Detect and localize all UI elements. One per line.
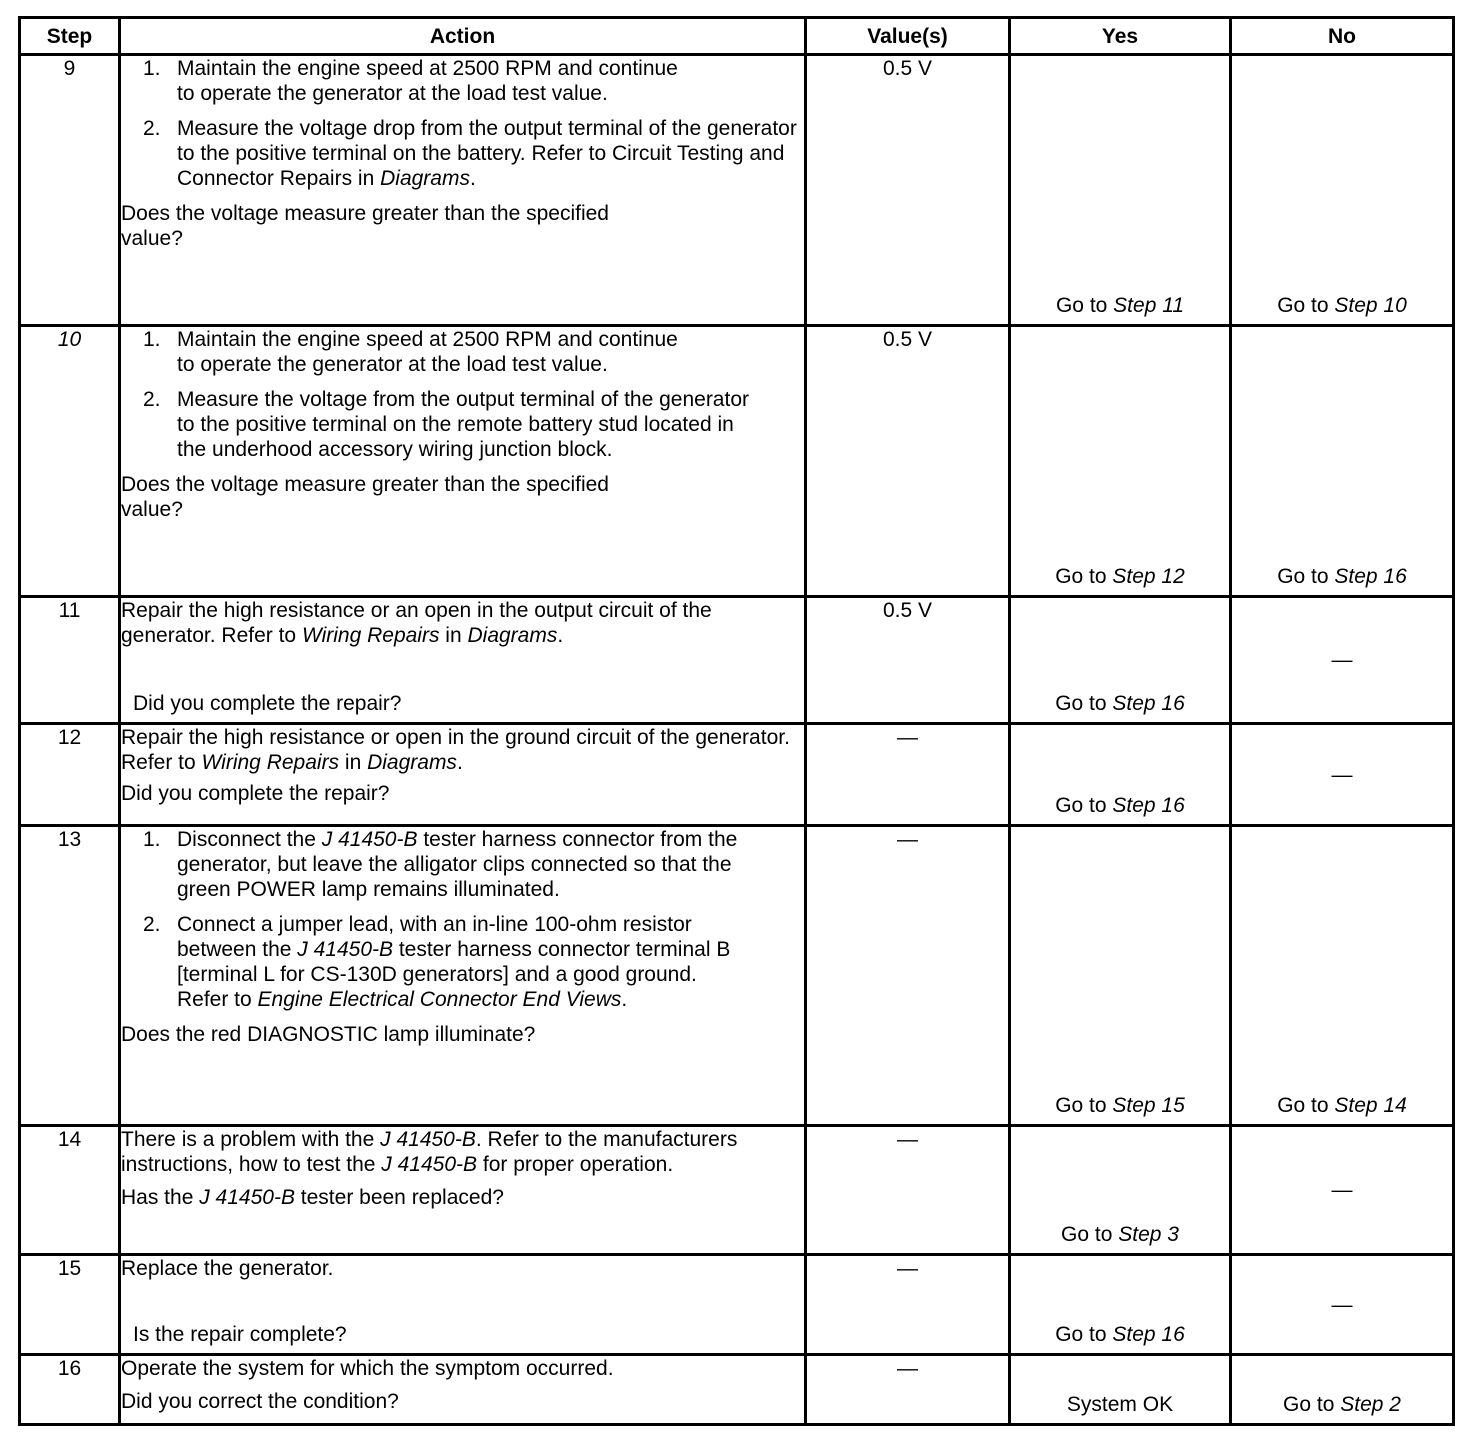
table-row [20, 1355, 1454, 1425]
table-row [20, 1126, 1454, 1255]
no-cell: Go to Step 16 [1231, 326, 1454, 597]
no-cell: — [1231, 724, 1454, 826]
question: Did you complete the repair? [121, 782, 390, 805]
question: Does the voltage measure greater than the specified value? [121, 473, 609, 521]
question: Does the voltage measure greater than the specified value? [121, 202, 609, 250]
header-row [20, 18, 1454, 55]
header-yes: Yes [1010, 18, 1231, 55]
action-cell [120, 1126, 806, 1255]
action-text: There is a problem with the J 41450-B. Refer to the manufacturers instructions, how to test the J 41450-B for proper operation. [121, 1128, 738, 1176]
table-row [20, 326, 1454, 597]
diagnostic-table [18, 16, 1455, 1426]
no-cell: — [1231, 597, 1454, 724]
table-row [20, 1255, 1454, 1355]
action-cell [120, 724, 806, 826]
question: Did you correct the condition? [121, 1390, 399, 1413]
value-cell: — [806, 1255, 1010, 1355]
value-cell: 0.5 V [806, 326, 1010, 597]
list-item: 1. Maintain the engine speed at 2500 RPM and continue to operate the generator at the load test value. [143, 57, 678, 105]
value-cell: — [806, 1355, 1010, 1425]
step-number: 15 [20, 1255, 120, 1355]
question: Did you complete the repair? [133, 692, 402, 715]
no-cell: — [1231, 1126, 1454, 1255]
step-number: 12 [20, 724, 120, 826]
list-item: 2. Connect a jumper lead, with an in-line 100-ohm resistor between the J 41450-B tester harness connector terminal B [terminal L for CS-130D generators] and a good ground. Refer to Engine Electrical Connector End Views. [143, 913, 731, 1011]
action-text: Repair the high resistance or an open in the output circuit of the generator. Refer to Wiring Repairs in Diagrams. [121, 599, 712, 647]
step-number: 14 [20, 1126, 120, 1255]
yes-cell: Go to Step 12 [1010, 326, 1231, 597]
value-cell: 0.5 V [806, 597, 1010, 724]
table-row [20, 55, 1454, 326]
no-cell: — [1231, 1255, 1454, 1355]
no-cell: Go to Step 14 [1231, 826, 1454, 1126]
list-item: 1. Disconnect the J 41450-B tester harness connector from the generator, but leave the alligator clips connected so that the green POWER lamp remains illuminated. [143, 828, 738, 901]
question: Does the red DIAGNOSTIC lamp illuminate? [121, 1023, 536, 1046]
list-item: 2. Measure the voltage drop from the output terminal of the generator to the positive terminal on the battery. Refer to Circuit Testing and Connector Repairs in Diagrams. [143, 117, 797, 190]
action-text: Operate the system for which the symptom occurred. [121, 1357, 614, 1380]
table-row [20, 826, 1454, 1126]
yes-cell: Go to Step 16 [1010, 724, 1231, 826]
header-values: Value(s) [806, 18, 1010, 55]
value-cell: — [806, 826, 1010, 1126]
value-cell: — [806, 1126, 1010, 1255]
action-text: Repair the high resistance or open in the ground circuit of the generator. Refer to Wiring Repairs in Diagrams. [121, 726, 790, 774]
table-row [20, 597, 1454, 724]
table-row [20, 724, 1454, 826]
no-cell: Go to Step 2 [1231, 1355, 1454, 1425]
yes-cell: Go to Step 11 [1010, 55, 1231, 326]
list-item: 1. Maintain the engine speed at 2500 RPM and continue to operate the generator at the load test value. [143, 328, 678, 376]
step-number: 13 [20, 826, 120, 1126]
yes-cell: Go to Step 16 [1010, 1255, 1231, 1355]
header-action: Action [120, 18, 806, 55]
step-number: 9 [20, 55, 120, 326]
yes-cell: System OK [1010, 1355, 1231, 1425]
action-cell [120, 55, 806, 326]
value-cell: 0.5 V [806, 55, 1010, 326]
yes-cell: Go to Step 15 [1010, 826, 1231, 1126]
value-cell: — [806, 724, 1010, 826]
action-cell [120, 326, 806, 597]
question: Has the J 41450-B tester been replaced? [121, 1186, 504, 1209]
list-item: 2. Measure the voltage from the output terminal of the generator to the positive terminal on the remote battery stud located in the underhood accessory wiring junction block. [143, 388, 749, 461]
action-text: Replace the generator. [121, 1257, 334, 1280]
action-cell [120, 1355, 806, 1425]
no-cell: Go to Step 10 [1231, 55, 1454, 326]
step-number: 10 [20, 326, 120, 597]
header-step: Step [20, 18, 120, 55]
action-cell [120, 1255, 806, 1355]
action-cell [120, 826, 806, 1126]
step-number: 16 [20, 1355, 120, 1425]
action-cell [120, 597, 806, 724]
question: Is the repair complete? [133, 1323, 347, 1346]
step-number: 11 [20, 597, 120, 724]
yes-cell: Go to Step 16 [1010, 597, 1231, 724]
header-no: No [1231, 18, 1454, 55]
yes-cell: Go to Step 3 [1010, 1126, 1231, 1255]
